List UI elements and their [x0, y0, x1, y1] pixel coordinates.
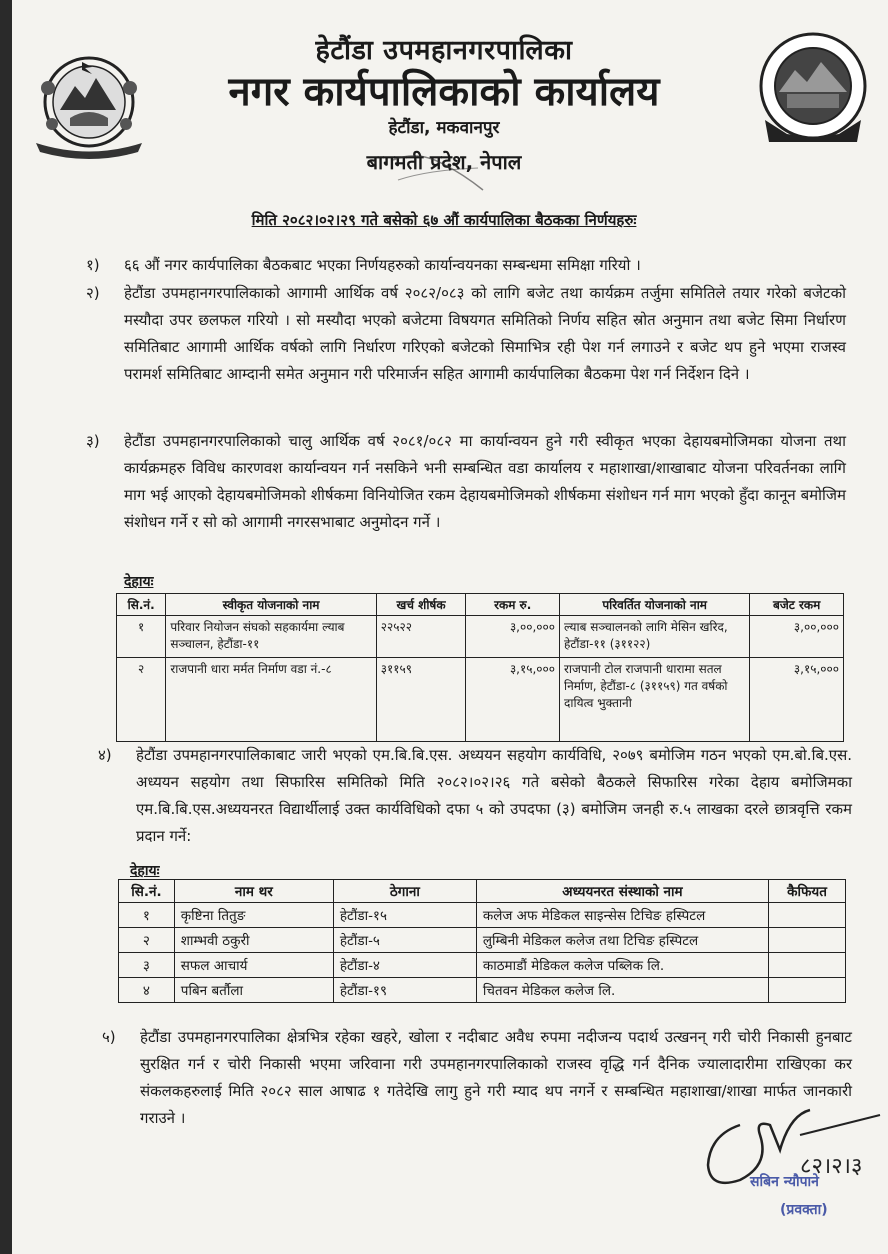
- table-cell: ३११५९: [376, 658, 466, 742]
- table-cell: कलेज अफ मेडिकल साइन्सेस टिचिङ हस्पिटल: [476, 903, 768, 928]
- table-cell: हेटौंडा-१९: [333, 978, 476, 1003]
- decision-2: [86, 280, 846, 388]
- column-header: अध्ययनरत संस्थाको नाम: [476, 880, 768, 903]
- table-cell: ३,००,०००: [466, 616, 560, 658]
- spokesperson-role: (प्रवक्ता): [780, 1202, 828, 1218]
- table-cell: ३,१५,०००: [466, 658, 560, 742]
- table-cell: [769, 953, 846, 978]
- table-cell: काठमाडौं मेडिकल कलेज पब्लिक लि.: [476, 953, 768, 978]
- table-cell: [769, 928, 846, 953]
- table2-label: देहायः: [130, 863, 160, 879]
- decision-number: ३): [86, 432, 100, 450]
- table-cell: [769, 903, 846, 928]
- table-cell: परिवार नियोजन संघको सहकार्यमा ल्याब सञ्चालन, हेटौंडा-११: [166, 616, 376, 658]
- table-cell: लुम्बिनी मेडिकल कलेज तथा टिचिङ हस्पिटल: [476, 928, 768, 953]
- scholarship-table: [118, 879, 846, 1003]
- decision-number: २): [86, 284, 100, 302]
- decision-number: १): [86, 256, 100, 274]
- spokesperson-name: सबिन न्यौपाने: [750, 1174, 819, 1190]
- scan-edge: [0, 0, 12, 1254]
- table-cell: २२५२२: [376, 616, 466, 658]
- column-header: नाम थर: [174, 880, 333, 903]
- table-cell: चितवन मेडिकल कलेज लि.: [476, 978, 768, 1003]
- table-cell: राजपानी टोल राजपानी धारामा सतल निर्माण, हेटौंडा-८ (३११५९) गत वर्षको दायित्व भुक्तानी: [560, 658, 750, 742]
- table-cell: ३,००,०००: [750, 616, 844, 658]
- table-cell: १: [119, 903, 175, 928]
- table1-label: देहायः: [124, 574, 154, 590]
- decision-text: ६६ औं नगर कार्यपालिका बैठकबाट भएका निर्णयहरुको कार्यान्वयनका सम्बन्धमा समिक्षा गरियो ।: [124, 256, 641, 274]
- table-cell: [769, 978, 846, 1003]
- decision-text: हेटौंडा उपमहानगरपालिकाको चालु आर्थिक वर्ष २०८१/०८२ मा कार्यान्वयन हुने गरी स्वीकृत भएका देहायबमोजिमका योजना तथा कार्यक्रमहरु विविध कारणवश कार्यान्वयन गर्न नसकिने भनी सम्बन्धित वडा कार्यालय र महाशाखा/शाखाबाट योजना परिवर्तनका लागि माग भई आएको देहायबमोजिमको शीर्षकमा विनियोजित रकम देहायबमोजिमको शीर्षकमा संशोधन गर्न माग भएको हुँदा कानून बमोजिम संशोधन गर्ने र सो को आगामी नगरसभाबाट अनुमोदन गर्ने ।: [124, 432, 846, 531]
- decision-text: हेटौंडा उपमहानगरपालिकाको आगामी आर्थिक वर्ष २०८२/०८३ को लागि बजेट तथा कार्यक्रम तर्जुमा समितिले तयार गरेको बजेटको मस्यौदा उपर छलफल गरियो । सो मस्यौदा भएको बजेटमा विषयगत समितिको निर्णय सहित स्रोत अनुमान तथा बजेट सिमा निर्धारण समितिबाट आगामी आर्थिक वर्षको लागि निर्धारण गरिएको बजेटको सिमाभित्र रही पेश गर्न लगाउने र बजेट थप हुने भएमा राजस्व परामर्श समितिबाट आम्दानी समेत अनुमान गरी परिमार्जन सहित आगामी कार्यपालिका बैठकमा पेश गर्न निर्देशन दिने ।: [124, 284, 846, 383]
- column-header: ठेगाना: [333, 880, 476, 903]
- decision-4: [98, 742, 852, 850]
- budget-revision-table: [116, 593, 844, 742]
- column-header: सि.नं.: [117, 594, 166, 616]
- table-header-row: [119, 880, 846, 903]
- table-row: [119, 978, 846, 1003]
- decision-number: ४): [98, 746, 112, 764]
- column-header: खर्च शीर्षक: [376, 594, 466, 616]
- table-row: [119, 953, 846, 978]
- table-cell: १: [117, 616, 166, 658]
- table-cell: ३,१५,०००: [750, 658, 844, 742]
- municipality-name: हेटौंडा उपमहानगरपालिका: [315, 35, 573, 66]
- table-cell: हेटौंडा-१५: [333, 903, 476, 928]
- column-header: परिवर्तित योजनाको नाम: [560, 594, 750, 616]
- decision-1: [86, 252, 844, 279]
- decision-3: [86, 428, 846, 536]
- table-cell: ल्याब सञ्चालनको लागि मेसिन खरिद, हेटौंडा-११ (३११२२): [560, 616, 750, 658]
- decision-text: हेटौंडा उपमहानगरपालिकाबाट जारी भएको एम.बि.बि.एस. अध्ययन सहयोग कार्यविधि, २०७९ बमोजिम गठन भएको एम.बो.बि.एस. अध्ययन सहयोग तथा सिफारिस समितिको मिति २०८२।०२।२६ गते बसेको बैठकले सिफारिस गरेका देहाय बमोजिमका एम.बि.बि.एस.अध्ययनरत विद्यार्थीलाई उक्त कार्यविधिको दफा ५ को उपदफा (३) बमोजिम जनही रु.५ लाखका दरले छात्रवृत्ति रकम प्रदान गर्ने:: [136, 746, 852, 845]
- column-header: स्वीकृत योजनाको नाम: [166, 594, 376, 616]
- decision-text: हेटौंडा उपमहानगरपालिका क्षेत्रभित्र रहेका खहरे, खोला र नदीबाट अवैध रुपमा नदीजन्य पदार्थ उत्खनन् गरी चोरी निकासी हुनबाट सुरक्षित गर्न र चोरी निकासी भएमा जरिवाना गरी उपमहानगरपालिकाको राजस्व वृद्धि गर्न दैनिक ज्यालादारीमा राखिएका कर संकलकहरुलाई मिति २०८२ साल आषाढ १ गतेदेखि लागु हुने गरी म्याद थप नगर्ने र सम्बन्धित महाशाखा/शाखा मार्फत जानकारी गराउने ।: [140, 1028, 852, 1127]
- column-header: सि.नं.: [119, 880, 175, 903]
- table-cell: ३: [119, 953, 175, 978]
- office-name: नगर कार्यपालिकाको कार्यालय: [228, 69, 660, 115]
- office-province: बागमती प्रदेश, नेपाल: [366, 150, 522, 174]
- table-row: [119, 928, 846, 953]
- table-cell: राजपानी धारा मर्मत निर्माण वडा नं.-८: [166, 658, 376, 742]
- meeting-subject: मिति २०८२।०२।२९ गते बसेको ६७ औं कार्यपालिका बैठकका निर्णयहरुः: [251, 211, 637, 229]
- table-cell: २: [117, 658, 166, 742]
- signature-date: ८२।२।३: [800, 1154, 863, 1179]
- table-cell: कृष्टिना तितुङ: [174, 903, 333, 928]
- table-cell: २: [119, 928, 175, 953]
- table-row: [117, 658, 844, 742]
- table-cell: शाम्भवी ठकुरी: [174, 928, 333, 953]
- table-cell: हेटौंडा-४: [333, 953, 476, 978]
- table-row: [117, 616, 844, 658]
- table-header-row: [117, 594, 844, 616]
- table-cell: पबिन बर्तौला: [174, 978, 333, 1003]
- column-header: कैफियत: [769, 880, 846, 903]
- table-cell: हेटौंडा-५: [333, 928, 476, 953]
- office-location: हेटौंडा, मकवानपुर: [388, 118, 500, 138]
- office-stamp-icon: [388, 150, 488, 196]
- table-cell: सफल आचार्य: [174, 953, 333, 978]
- column-header: रकम रु.: [466, 594, 560, 616]
- table-cell: ४: [119, 978, 175, 1003]
- table-row: [119, 903, 846, 928]
- decision-number: ५): [102, 1028, 116, 1046]
- column-header: बजेट रकम: [750, 594, 844, 616]
